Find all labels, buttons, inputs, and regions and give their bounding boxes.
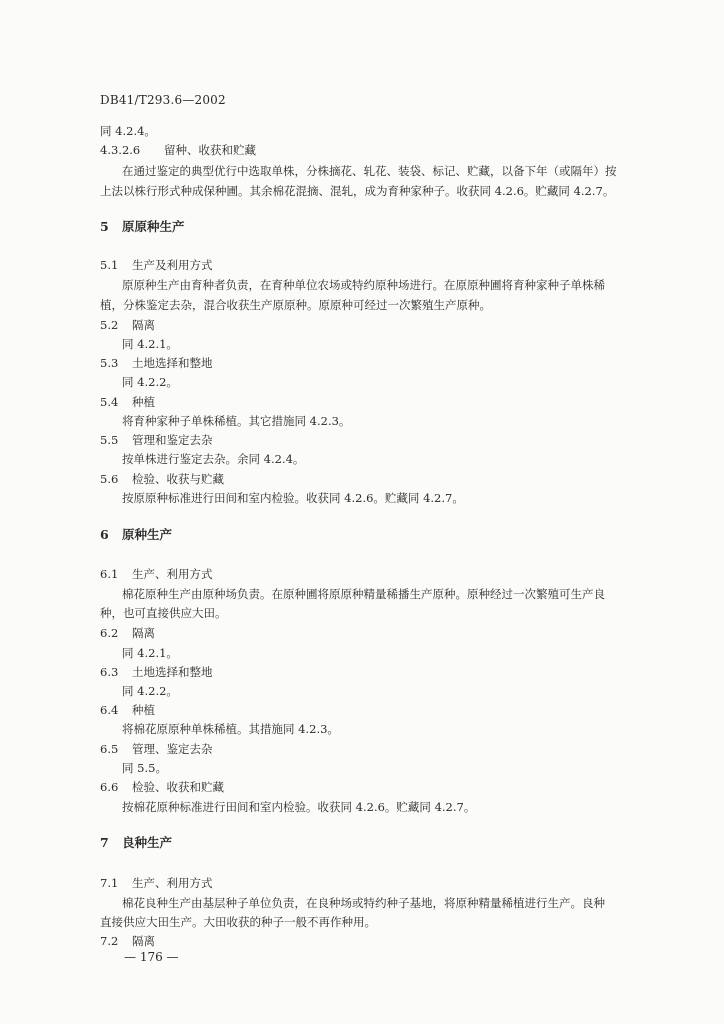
section-number: 6.6 — [100, 780, 119, 794]
section-heading — [100, 567, 213, 581]
line-text: 棉花原种生产由原种场负责。在原种圃将原原种精量稀播生产原种。原种经过一次繁殖可生产良 — [122, 587, 605, 601]
line-text: 直接供应大田生产。大田收获的种子一般不再作种用。 — [100, 915, 376, 929]
line-text: 棉花良种生产由基层种子单位负责，在良种场或特约种子基地，将原种精量稀植进行生产。良种 — [122, 896, 605, 910]
section-number: 5.4 — [100, 395, 119, 409]
document-header: DB41/T293.6—2002 — [100, 93, 226, 107]
section-heading — [100, 665, 213, 679]
section-heading — [100, 780, 224, 794]
section-heading — [100, 318, 155, 332]
line-text: 土地选择和整地 — [132, 356, 213, 370]
section-number: 5.5 — [100, 433, 119, 447]
line-text: 按原原种标准进行田间和室内检验。收获同 4.2.6。贮藏同 4.2.7。 — [122, 491, 464, 505]
section-heading — [100, 703, 155, 717]
paragraph-line — [122, 646, 178, 660]
paragraph-line — [122, 164, 617, 178]
line-text: 管理和鉴定去杂 — [132, 433, 213, 447]
page-number: — 176 — — [124, 950, 179, 964]
line-text: 按单株进行鉴定去杂。余同 4.2.4。 — [122, 452, 305, 466]
paragraph-line — [122, 587, 605, 601]
paragraph-line — [122, 684, 178, 698]
line-text: 同 4.2.1。 — [122, 646, 178, 660]
section-heading — [100, 220, 185, 234]
section-number: 5 — [100, 219, 109, 234]
section-heading — [100, 143, 256, 157]
section-number: 7.2 — [100, 934, 119, 948]
line-text: 在通过鉴定的典型优行中选取单株，分株摘花、轧花、装袋、标记、贮藏，以备下年（或隔年）按 — [122, 164, 617, 178]
line-text: 留种、收获和贮藏 — [164, 143, 256, 157]
line-text: 同 4.2.2。 — [122, 375, 178, 389]
section-number: 6.4 — [100, 703, 119, 717]
line-text: 原种生产 — [122, 527, 173, 542]
paragraph-line — [100, 606, 227, 620]
section-number: 5.3 — [100, 356, 119, 370]
line-text: 土地选择和整地 — [132, 665, 213, 679]
paragraph-line — [122, 761, 167, 775]
section-number: 6 — [100, 527, 109, 542]
line-text: 检验、收获和贮藏 — [132, 780, 224, 794]
section-number: 6.5 — [100, 742, 119, 756]
section-number: 6.1 — [100, 567, 119, 581]
section-number: 6.2 — [100, 626, 119, 640]
paragraph-line — [122, 337, 178, 351]
line-text: 同 4.2.1。 — [122, 337, 178, 351]
line-text: 将棉花原原种单株稀植。其措施同 4.2.3。 — [122, 722, 339, 736]
paragraph-line — [100, 298, 491, 312]
line-text: 将育种家种子单株稀植。其它措施同 4.2.3。 — [122, 414, 351, 428]
section-number: 4.3.2.6 — [100, 143, 141, 157]
line-text: 植，分株鉴定去杂，混合收获生产原原种。原原种可经过一次繁殖生产原种。 — [100, 298, 491, 312]
paragraph-line — [122, 896, 605, 910]
paragraph-line — [122, 491, 464, 505]
section-heading — [100, 433, 213, 447]
section-heading — [100, 742, 213, 756]
section-heading — [100, 356, 213, 370]
line-text: 检验、收获与贮藏 — [132, 472, 224, 486]
paragraph-line — [122, 375, 178, 389]
section-number: 7 — [100, 835, 109, 850]
line-text: 种植 — [132, 703, 155, 717]
section-heading — [100, 472, 224, 486]
section-number: 7.1 — [100, 876, 119, 890]
section-heading — [100, 626, 155, 640]
section-heading — [100, 836, 172, 850]
line-text: 种，也可直接供应大田。 — [100, 606, 227, 620]
line-text: 良种生产 — [122, 835, 173, 850]
line-text: 管理、鉴定去杂 — [132, 742, 213, 756]
section-number: 5.1 — [100, 258, 119, 272]
line-text: 同 4.2.2。 — [122, 684, 178, 698]
line-text: 生产、利用方式 — [132, 876, 213, 890]
paragraph-line — [122, 800, 475, 814]
paragraph-line — [122, 722, 339, 736]
line-text: 种植 — [132, 395, 155, 409]
line-text: 隔离 — [132, 934, 155, 948]
line-text: 上法以株行形式种成保种圃。其余棉花混摘、混轧，成为育种家种子。收获同 4.2.6。贮藏同 4.2.7。 — [100, 184, 615, 198]
line-text: 原原种生产 — [122, 219, 185, 234]
paragraph-line — [122, 452, 304, 466]
paragraph-line — [122, 278, 605, 292]
section-number: 5.2 — [100, 318, 119, 332]
line-text: 隔离 — [132, 318, 155, 332]
line-text: 同 4.2.4。 — [100, 124, 156, 138]
section-heading — [100, 876, 213, 890]
line-text: 按棉花原种标准进行田间和室内检验。收获同 4.2.6。贮藏同 4.2.7。 — [122, 800, 476, 814]
paragraph-line — [100, 915, 376, 929]
paragraph-line — [122, 414, 350, 428]
paragraph-line — [100, 124, 156, 138]
section-heading — [100, 528, 172, 542]
paragraph-line — [100, 184, 614, 198]
section-heading — [100, 258, 213, 272]
line-text: 生产及利用方式 — [132, 258, 213, 272]
section-heading — [100, 934, 155, 948]
section-heading — [100, 395, 155, 409]
line-text: 同 5.5。 — [122, 761, 167, 775]
line-text: 隔离 — [132, 626, 155, 640]
section-number: 5.6 — [100, 472, 119, 486]
line-text: 原原种生产由育种者负责，在育种单位农场或特约原种场进行。在原原种圃将育种家种子单株稀 — [122, 278, 605, 292]
line-text: 生产、利用方式 — [132, 567, 213, 581]
section-number: 6.3 — [100, 665, 119, 679]
